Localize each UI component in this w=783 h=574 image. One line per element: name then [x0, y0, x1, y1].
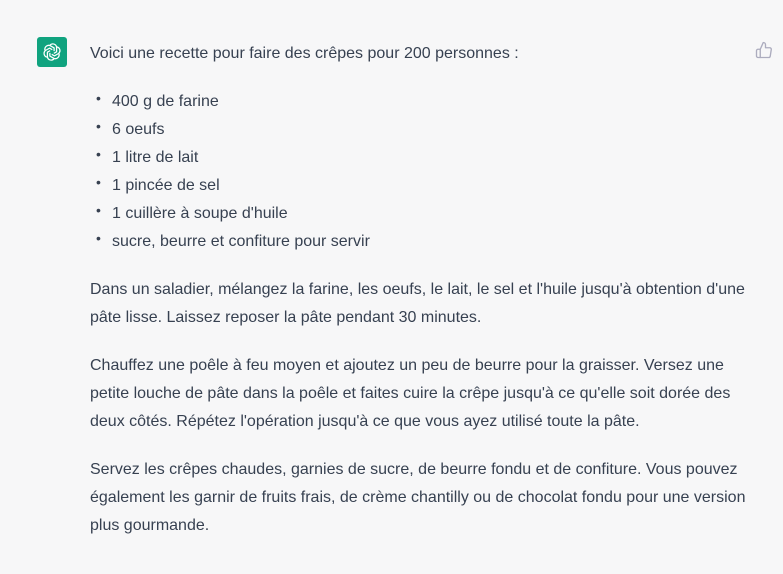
list-item: • sucre, beurre et confiture pour servir [90, 228, 755, 256]
list-item: • 6 oeufs [90, 116, 755, 144]
paragraph: Chauffez une poêle à feu moyen et ajoutez un peu de beurre pour la graisser. Versez une petite louche de pâte dans la poêle et faites cuire la crêpe jusqu'à ce qu'elle soit dorée des deux côtés. Répétez l'opération jusqu'à ce que vous ayez utilisé toute la pâte. [90, 357, 731, 430]
paragraph: Dans un saladier, mélangez la farine, les oeufs, le lait, le sel et l'huile jusqu'à obtention d'une pâte lisse. Laissez reposer la pâte pendant 30 minutes. [90, 281, 745, 326]
ingredient-list [90, 88, 755, 256]
list-item: • 1 pincée de sel [90, 172, 755, 200]
message-intro: Voici une recette pour faire des crêpes pour 200 personnes : [90, 45, 519, 62]
list-item: • 1 cuillère à soupe d'huile [90, 200, 755, 228]
list-item: • 1 litre de lait [90, 144, 755, 172]
assistant-avatar [37, 37, 67, 67]
message-content [90, 40, 755, 560]
list-item: • 400 g de farine [90, 88, 755, 116]
paragraph: Servez les crêpes chaudes, garnies de sucre, de beurre fondu et de confiture. Vous pouvez également les garnir de fruits frais, de crème chantilly ou de chocolat fondu pour une version plus gourmande. [90, 461, 746, 534]
openai-logo-icon [41, 41, 63, 63]
thumbs-up-icon [755, 41, 773, 59]
thumbs-up-button[interactable] [755, 41, 773, 59]
